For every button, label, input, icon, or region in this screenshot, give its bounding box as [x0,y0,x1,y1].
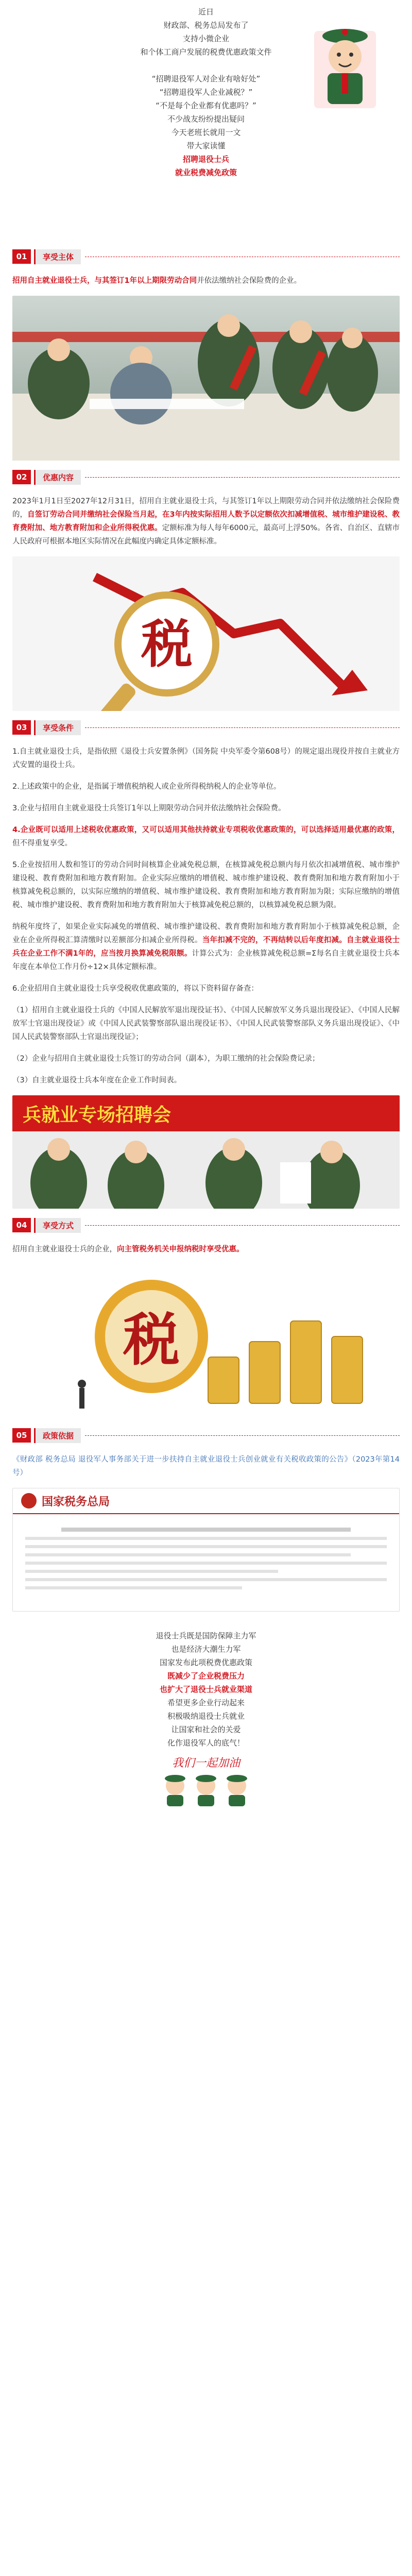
policy-document-link[interactable]: 《财政部 税务总局 退役军人事务部关于进一步扶持自主就业退役士兵创业就业有关税收政策的公告》（2023年第14号） [12,1455,400,1477]
image-tax-coins [12,1264,400,1419]
gov-site-name: 国家税务总局 [42,1495,110,1509]
intro-line: 近日 [198,7,214,16]
section-header-03 [12,718,400,737]
section-number: 05 [12,1428,31,1443]
condition-item: 6.企业招用自主就业退役士兵享受税收优惠政策的，将以下资料留存备查： [12,985,259,993]
intro-block [0,0,412,247]
outro-block [0,1619,412,1808]
body-text: 并依法缴纳社会保险费的企业。 [197,277,302,285]
soldier-mascot-illustration [309,21,381,113]
emblem-icon [21,1493,37,1509]
intro-line: 支持小微企业 [182,34,229,43]
condition-item: 3.企业与招用自主就业退役士兵签订1年以上期限劳动合同并依法缴纳社会保险费。 [12,804,286,812]
section-4-text [12,1243,400,1256]
signature-text: 我们一起加油 [171,1757,240,1770]
intro-line: “招聘退役军人对企业有啥好处” [151,74,261,83]
intro-highlight: 就业税费减免政策 [175,168,237,177]
section-number: 02 [12,470,31,484]
banner-text: 兵就业专场招聘会 [23,1105,171,1126]
condition-item: 1.自主就业退役士兵，是指依照《退役士兵安置条例》（国务院 中央军委令第608号）的规定退出现役并按自主就业方式安置的退役士兵。 [12,748,400,769]
highlight-text: 向主管税务机关申报纳税时享受优惠。 [117,1245,244,1253]
section-header-01 [12,247,400,266]
section-title: 享受方式 [34,1218,81,1233]
document-item: （1）招用自主就业退役士兵的《中国人民解放军退出现役证书》、《中国人民解放军义务兵退出现役证》、《中国人民解放军士官退出现役证》或《中国人民武装警察部队退出现役证书》、《中国人民武装警察部队义务兵退出现役证》、《中国人民武装警察部队士官退出现役证》； [12,1006,400,1041]
highlight-text: 自主就业退役士兵在企业工作不满1年的，应当按月换算减免税限额。 [12,936,400,958]
highlight-text: 当年扣减不完的，不再结转以后年度扣减。 [202,936,347,944]
intro-line: 今天老班长就用一文 [171,128,241,137]
section-header-05 [12,1426,400,1445]
condition-item: 5.企业按招用人数和签订的劳动合同时间核算企业减免税总额，在核算减免税总额内每月依次扣减增值税、城市维护建设税、教育费附加和地方教育附加。企业实际应缴纳的增值税、城市维护建设税、教育费附加和地方教育附加小于核算减免税总额的，以实际应缴纳的增值税、城市维护建设税、教育费附加和地方教育附加为限；实际应缴纳的增值税、城市维护建设税、教育费附加和地方教育附加大于核算减免税总额的，以核算减免税总额为限。 [12,861,400,909]
document-item: （2）企业与招用自主就业退役士兵签订的劳动合同（副本），为职工缴纳的社会保险费记录； [12,1055,320,1063]
outro-line: 国家发布此项税费优惠政策 [159,1658,252,1667]
intro-line: “招聘退役军人企业减税？” [159,88,253,97]
section-number: 01 [12,249,31,264]
image-tax-magnifier [12,556,400,711]
highlight-text: 招用自主就业退役士兵，与其签订1年以上期限劳动合同 [12,277,197,285]
intro-line: “不是每个企业都有优惠吗？” [156,101,256,110]
section-title: 享受主体 [34,249,81,264]
divider [85,1225,400,1226]
highlight-text: 4.企业既可以适用上述税收优惠政策，又可以适用其他扶持就业专项税收优惠政策的，可以选择适用最优惠的政策， [12,826,400,834]
photo-recruitment-desk [12,296,400,461]
screenshot-tax-bureau-notice [12,1488,400,1612]
soldier-group-illustration [154,1770,258,1806]
tax-character: 税 [123,1307,180,1373]
intro-highlight: 招聘退役士兵 [182,155,229,164]
divider [85,1435,400,1436]
outro-line: 也是经济大潮生力军 [171,1645,241,1654]
outro-line: 希望更多企业行动起来 [167,1698,245,1707]
body-text: 招用自主就业退役士兵的企业， [12,1245,117,1253]
divider [85,727,400,728]
intro-line: 和个体工商户发展的税费优惠政策文件 [140,47,272,57]
body-text: 纳税年度终了，如果企业实际减免的增值税、城市维护建设税、教育费附加和地方教育附加小于核算减免税总额，企业在企业所得税汇算清缴时以差额部分扣减企业所得税。 [12,923,400,944]
signature-art [0,1757,412,1808]
section-title: 政策依据 [34,1428,81,1443]
outro-highlight: 也扩大了退役士兵就业渠道 [159,1685,252,1694]
divider [85,477,400,478]
notice-body-placeholder [13,1514,399,1603]
intro-line: 带大家读懂 [186,141,226,150]
outro-line: 积极吸纳退役士兵就业 [167,1711,245,1721]
outro-line: 让国家和社会的关爱 [171,1725,241,1734]
condition-item: 2.上述政策中的企业，是指属于增值税纳税人或企业所得税纳税人的企业等单位。 [12,783,281,791]
section-header-04 [12,1216,400,1234]
body-text: 2023年1月1日至2027年12月31日，招用自主就业退役士兵，与其签订1年以上期限劳动合同并依法缴纳社会保险费的， [12,497,400,519]
photo-job-fair [12,1095,400,1209]
intro-line: 财政部、税务总局发布了 [163,21,249,30]
section-header-02 [12,468,400,486]
outro-line: 退役士兵既是国防保障主力军 [156,1631,256,1640]
tax-character: 税 [141,614,193,674]
outro-line: 化作退役军人的底气！ [167,1738,245,1748]
highlight-text: 自签订劳动合同并缴纳社会保险当月起，在3年内按实际招用人数予以定额依次扣减增值税、城市维护建设税、教育费附加、地方教育附加和企业所得税优惠。 [12,511,400,532]
section-number: 04 [12,1218,31,1232]
outro-highlight: 既减少了企业税费压力 [167,1671,245,1681]
gov-header [13,1488,399,1514]
section-number: 03 [12,720,31,735]
section-title: 优惠内容 [34,470,81,485]
section-1-text [12,274,400,287]
condition-item [12,823,400,850]
section-title: 享受条件 [34,720,81,735]
body-text: 但不得重复享受。 [12,839,72,848]
condition-item [12,920,400,974]
document-item: （3）自主就业退役士兵本年度在企业工作时间表。 [12,1076,182,1084]
intro-line: 不少战友纷纷提出疑问 [167,114,245,124]
body-text: 定额标准为每人每年6000元，最高可上浮50%。各省、自治区、直辖市人民政府可根据本地区实际情况在此幅度内确定具体定额标准。 [12,524,400,546]
section-2-text [12,495,400,548]
body-text: 计算公式为：企业核算减免税总额=Σ每名自主就业退役士兵本年度在本单位工作月份÷12×具体定额标准。 [12,950,400,971]
